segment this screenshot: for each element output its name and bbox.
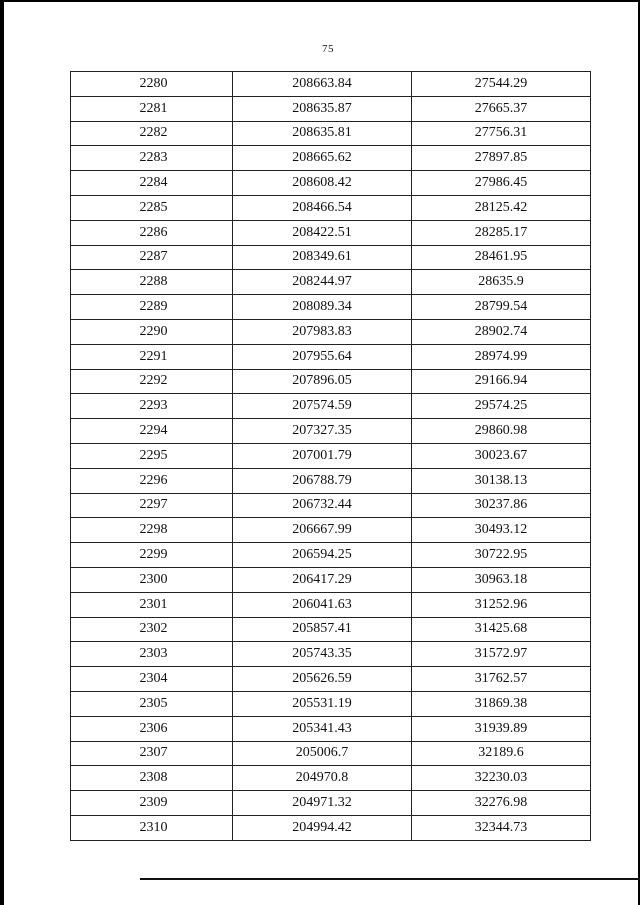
point-number-cell: 2280 <box>71 72 233 97</box>
table-row <box>71 567 591 592</box>
point-number-cell: 2295 <box>71 443 233 468</box>
point-number-cell: 2302 <box>71 617 233 642</box>
y-coordinate-cell: 32189.6 <box>412 741 591 766</box>
x-coordinate-cell: 206594.25 <box>233 543 412 568</box>
table-row <box>71 642 591 667</box>
x-coordinate-cell: 205341.43 <box>233 716 412 741</box>
table-row <box>71 791 591 816</box>
x-coordinate-cell: 206667.99 <box>233 518 412 543</box>
table-row <box>71 419 591 444</box>
point-number-cell: 2300 <box>71 567 233 592</box>
y-coordinate-cell: 31762.57 <box>412 667 591 692</box>
table-row <box>71 72 591 97</box>
scan-border-left <box>0 0 4 905</box>
scan-border-top <box>0 0 640 2</box>
x-coordinate-cell: 207327.35 <box>233 419 412 444</box>
point-number-cell: 2285 <box>71 195 233 220</box>
y-coordinate-cell: 28799.54 <box>412 295 591 320</box>
y-coordinate-cell: 28285.17 <box>412 220 591 245</box>
table-row <box>71 319 591 344</box>
point-number-cell: 2296 <box>71 468 233 493</box>
x-coordinate-cell: 208466.54 <box>233 195 412 220</box>
point-number-cell: 2307 <box>71 741 233 766</box>
table-row <box>71 394 591 419</box>
point-number-cell: 2299 <box>71 543 233 568</box>
x-coordinate-cell: 207955.64 <box>233 344 412 369</box>
point-number-cell: 2283 <box>71 146 233 171</box>
x-coordinate-cell: 208665.62 <box>233 146 412 171</box>
coordinate-table-body <box>71 72 591 841</box>
table-row <box>71 443 591 468</box>
point-number-cell: 2309 <box>71 791 233 816</box>
table-row <box>71 691 591 716</box>
table-row <box>71 171 591 196</box>
point-number-cell: 2310 <box>71 815 233 840</box>
x-coordinate-cell: 204994.42 <box>233 815 412 840</box>
x-coordinate-cell: 204971.32 <box>233 791 412 816</box>
point-number-cell: 2301 <box>71 592 233 617</box>
table-row <box>71 667 591 692</box>
table-row <box>71 146 591 171</box>
footer-rule <box>140 878 640 880</box>
table-row <box>71 468 591 493</box>
x-coordinate-cell: 207001.79 <box>233 443 412 468</box>
x-coordinate-cell: 208349.61 <box>233 245 412 270</box>
y-coordinate-cell: 27544.29 <box>412 72 591 97</box>
point-number-cell: 2298 <box>71 518 233 543</box>
point-number-cell: 2290 <box>71 319 233 344</box>
y-coordinate-cell: 30138.13 <box>412 468 591 493</box>
x-coordinate-cell: 205006.7 <box>233 741 412 766</box>
y-coordinate-cell: 30963.18 <box>412 567 591 592</box>
table-row <box>71 543 591 568</box>
y-coordinate-cell: 27665.37 <box>412 96 591 121</box>
x-coordinate-cell: 205531.19 <box>233 691 412 716</box>
point-number-cell: 2308 <box>71 766 233 791</box>
y-coordinate-cell: 28461.95 <box>412 245 591 270</box>
y-coordinate-cell: 27897.85 <box>412 146 591 171</box>
table-row <box>71 518 591 543</box>
y-coordinate-cell: 31425.68 <box>412 617 591 642</box>
y-coordinate-cell: 30237.86 <box>412 493 591 518</box>
y-coordinate-cell: 27756.31 <box>412 121 591 146</box>
table-row <box>71 195 591 220</box>
table-row <box>71 96 591 121</box>
table-row <box>71 592 591 617</box>
point-number-cell: 2303 <box>71 642 233 667</box>
x-coordinate-cell: 204970.8 <box>233 766 412 791</box>
coordinate-table <box>70 71 591 841</box>
y-coordinate-cell: 30493.12 <box>412 518 591 543</box>
x-coordinate-cell: 207574.59 <box>233 394 412 419</box>
y-coordinate-cell: 29860.98 <box>412 419 591 444</box>
y-coordinate-cell: 29166.94 <box>412 369 591 394</box>
y-coordinate-cell: 32276.98 <box>412 791 591 816</box>
x-coordinate-cell: 208635.81 <box>233 121 412 146</box>
x-coordinate-cell: 208663.84 <box>233 72 412 97</box>
point-number-cell: 2288 <box>71 270 233 295</box>
table-row <box>71 270 591 295</box>
y-coordinate-cell: 31572.97 <box>412 642 591 667</box>
x-coordinate-cell: 206732.44 <box>233 493 412 518</box>
point-number-cell: 2284 <box>71 171 233 196</box>
table-row <box>71 716 591 741</box>
x-coordinate-cell: 207983.83 <box>233 319 412 344</box>
point-number-cell: 2297 <box>71 493 233 518</box>
table-row <box>71 493 591 518</box>
y-coordinate-cell: 30023.67 <box>412 443 591 468</box>
table-row <box>71 245 591 270</box>
table-row <box>71 766 591 791</box>
table-row <box>71 344 591 369</box>
x-coordinate-cell: 207896.05 <box>233 369 412 394</box>
point-number-cell: 2305 <box>71 691 233 716</box>
x-coordinate-cell: 208244.97 <box>233 270 412 295</box>
point-number-cell: 2282 <box>71 121 233 146</box>
point-number-cell: 2306 <box>71 716 233 741</box>
table-row <box>71 220 591 245</box>
x-coordinate-cell: 208635.87 <box>233 96 412 121</box>
table-row <box>71 815 591 840</box>
x-coordinate-cell: 205626.59 <box>233 667 412 692</box>
page-number: 75 <box>322 43 334 55</box>
point-number-cell: 2289 <box>71 295 233 320</box>
table-row <box>71 369 591 394</box>
point-number-cell: 2294 <box>71 419 233 444</box>
y-coordinate-cell: 32230.03 <box>412 766 591 791</box>
point-number-cell: 2291 <box>71 344 233 369</box>
point-number-cell: 2292 <box>71 369 233 394</box>
table-row <box>71 617 591 642</box>
y-coordinate-cell: 28974.99 <box>412 344 591 369</box>
x-coordinate-cell: 206788.79 <box>233 468 412 493</box>
point-number-cell: 2304 <box>71 667 233 692</box>
y-coordinate-cell: 31869.38 <box>412 691 591 716</box>
x-coordinate-cell: 206417.29 <box>233 567 412 592</box>
x-coordinate-cell: 206041.63 <box>233 592 412 617</box>
y-coordinate-cell: 28902.74 <box>412 319 591 344</box>
y-coordinate-cell: 28635.9 <box>412 270 591 295</box>
x-coordinate-cell: 208422.51 <box>233 220 412 245</box>
point-number-cell: 2287 <box>71 245 233 270</box>
x-coordinate-cell: 205743.35 <box>233 642 412 667</box>
point-number-cell: 2286 <box>71 220 233 245</box>
x-coordinate-cell: 205857.41 <box>233 617 412 642</box>
table-row <box>71 295 591 320</box>
y-coordinate-cell: 27986.45 <box>412 171 591 196</box>
y-coordinate-cell: 31252.96 <box>412 592 591 617</box>
y-coordinate-cell: 32344.73 <box>412 815 591 840</box>
y-coordinate-cell: 30722.95 <box>412 543 591 568</box>
point-number-cell: 2281 <box>71 96 233 121</box>
table-row <box>71 121 591 146</box>
y-coordinate-cell: 31939.89 <box>412 716 591 741</box>
x-coordinate-cell: 208608.42 <box>233 171 412 196</box>
x-coordinate-cell: 208089.34 <box>233 295 412 320</box>
y-coordinate-cell: 29574.25 <box>412 394 591 419</box>
point-number-cell: 2293 <box>71 394 233 419</box>
table-row <box>71 741 591 766</box>
y-coordinate-cell: 28125.42 <box>412 195 591 220</box>
